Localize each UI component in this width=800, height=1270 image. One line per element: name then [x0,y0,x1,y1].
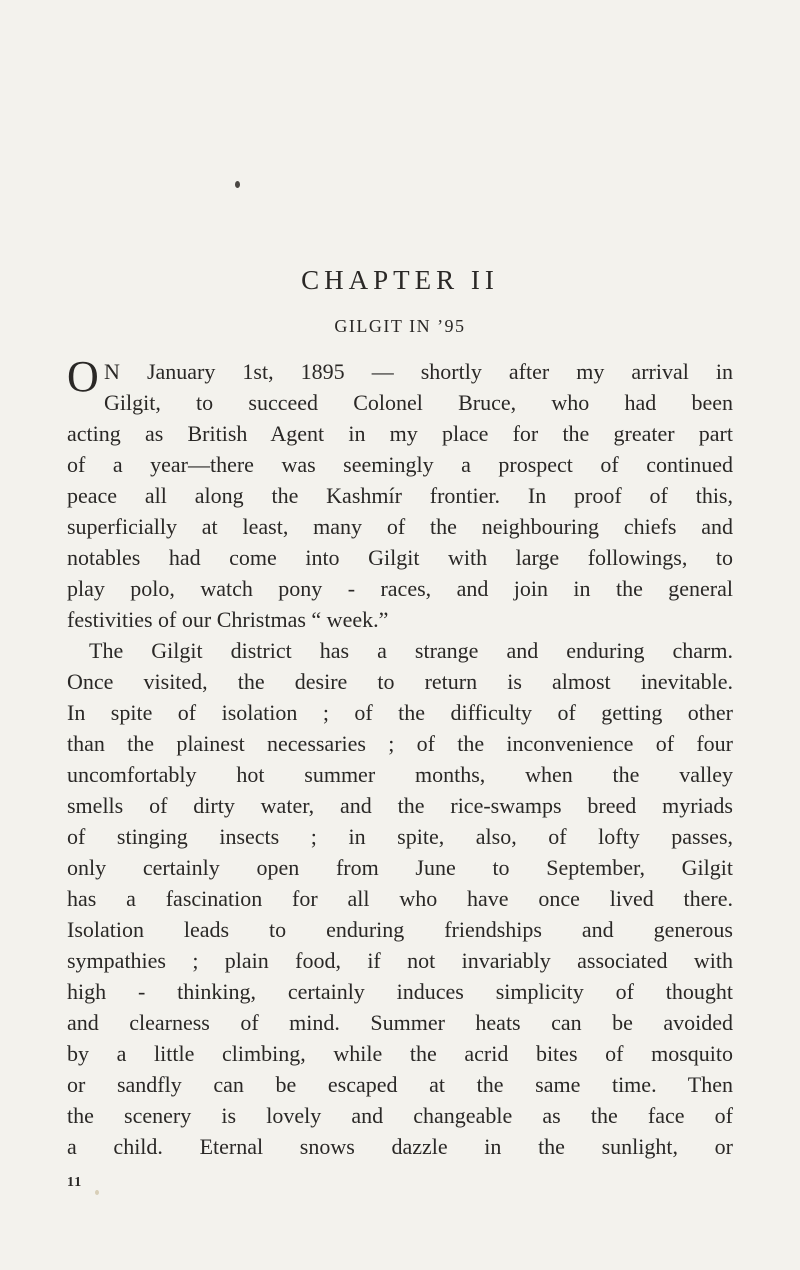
text-line: a child. Eternal snows dazzle in the sunlight, or [67,1134,733,1159]
text-line: festivities of our Christmas “ week.” [67,607,389,632]
ink-speck [235,181,240,188]
text-line: play polo, watch pony - races, and join in the general [67,576,733,601]
text-line: has a fascination for all who have once lived there. [67,886,733,911]
text-line: the scenery is lovely and changeable as the face of [67,1103,733,1128]
text-line: Once visited, the desire to return is almost inevitable. [67,669,733,694]
text-line: by a little climbing, while the acrid bites of mosquito [67,1041,733,1066]
text-line: Isolation leads to enduring friendships and generous [67,917,733,942]
drop-cap: O [67,352,99,401]
text-line: sympathies ; plain food, if not invariably associated with [67,948,733,973]
text-line: superficially at least, many of the neighbouring chiefs and [67,514,733,539]
text-line: or sandfly can be escaped at the same time. Then [67,1072,733,1097]
text-line: smells of dirty water, and the rice-swamps breed myriads [67,793,733,818]
text-line: of a year—there was seemingly a prospect of continued [67,452,733,477]
text-line: notables had come into Gilgit with large followings, to [67,545,733,570]
chapter-subtitle: GILGIT IN ’95 [334,316,466,336]
paragraph-start: The Gilgit district has a strange and enduring charm. [89,638,733,663]
first-line: N January 1st, 1895 — shortly after my arrival in [104,359,733,384]
text-line: In spite of isolation ; of the difficulty of getting other [67,700,733,725]
chapter-heading: CHAPTER II [301,265,499,295]
text-line: only certainly open from June to September, Gilgit [67,855,733,880]
body-text [67,352,733,1162]
text-line: peace all along the Kashmír frontier. In proof of this, [67,483,733,508]
text-line: high - thinking, certainly induces simplicity of thought [67,979,733,1004]
text-line: uncomfortably hot summer months, when the valley [67,762,733,787]
text-line: than the plainest necessaries ; of the inconvenience of four [67,731,733,756]
text-line: Gilgit, to succeed Colonel Bruce, who had been [104,390,733,415]
paper-stain [95,1190,99,1195]
text-line: and clearness of mind. Summer heats can be avoided [67,1010,733,1035]
page-number: 11 [67,1175,83,1190]
text-line: acting as British Agent in my place for the greater part [67,421,733,446]
text-line: of stinging insects ; in spite, also, of lofty passes, [67,824,733,849]
